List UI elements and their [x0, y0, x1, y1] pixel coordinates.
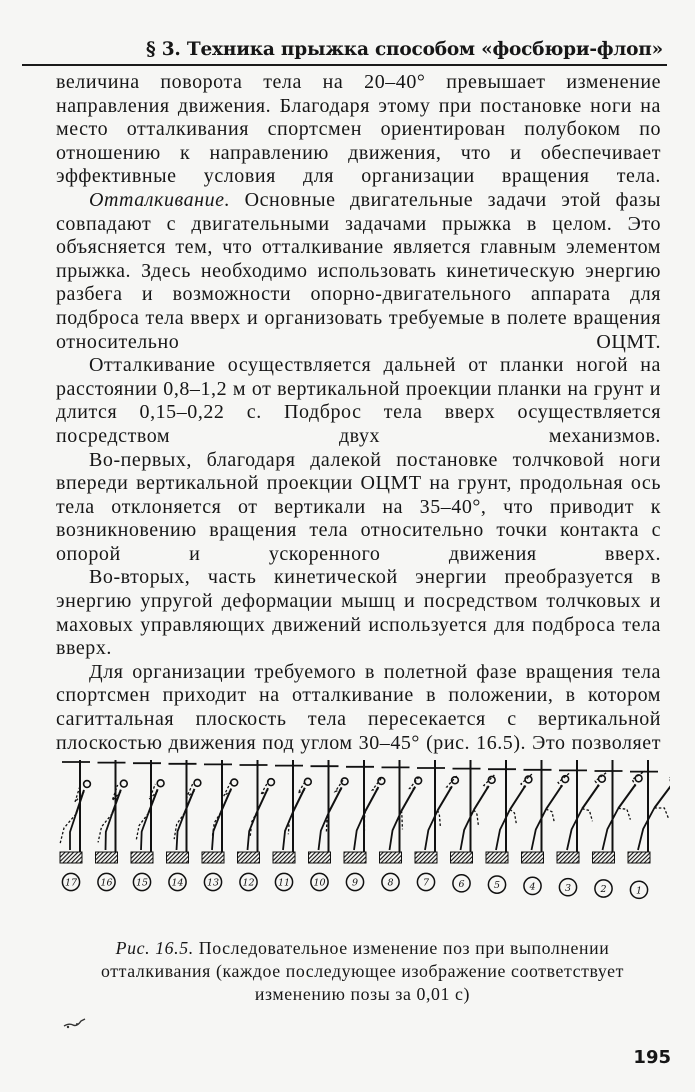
pose-frame-5 — [486, 760, 532, 893]
main-text — [56, 71, 661, 755]
swing-leg-dashed — [546, 809, 554, 823]
pose-frame-10 — [309, 760, 349, 891]
pose-frame-4 — [522, 760, 570, 895]
head — [268, 779, 275, 786]
ground-block — [202, 852, 224, 863]
ink-smudge-mark — [62, 1016, 88, 1030]
swing-leg-dashed — [438, 810, 441, 828]
frame-number-label: 2 — [600, 884, 607, 896]
frame-number-label: 9 — [351, 877, 359, 889]
swing-leg-dashed — [618, 808, 630, 819]
support-leg — [212, 813, 221, 851]
ground-block — [60, 852, 82, 863]
frame-number-label: 13 — [206, 877, 220, 889]
ground-block — [273, 852, 295, 863]
head — [194, 779, 201, 786]
head — [120, 780, 127, 787]
pose-frame-13 — [202, 760, 238, 891]
caption-lead: Рис. 16.5. — [115, 938, 194, 958]
arm-dashed — [669, 770, 670, 786]
swing-leg-dashed — [510, 810, 517, 825]
ground-block — [96, 852, 118, 863]
frame-number-label: 4 — [529, 881, 536, 893]
swing-leg-dashed — [582, 809, 592, 822]
support-leg — [70, 814, 76, 850]
head — [231, 779, 238, 786]
swing-leg-dashed — [402, 811, 403, 830]
ground-block — [344, 852, 366, 863]
pose-frame-3 — [557, 760, 607, 896]
ground-block — [380, 852, 402, 863]
ground-block — [415, 852, 437, 863]
head — [635, 775, 642, 782]
swing-leg-dashed — [474, 810, 479, 826]
ground-block — [451, 852, 473, 863]
frame-number-label: 12 — [242, 877, 255, 889]
head — [157, 780, 164, 787]
pose-frame-15 — [131, 760, 164, 891]
frame-number-label: 5 — [493, 880, 501, 892]
head — [378, 778, 385, 785]
support-leg — [248, 812, 257, 850]
pose-frame-2 — [593, 760, 645, 897]
swing-leg-dashed — [654, 808, 668, 818]
frame-number-label: 3 — [564, 882, 572, 894]
support-leg — [106, 814, 113, 850]
paragraph-6: Для организации требуемого в полетной фазе вращения тела спортсмен приходит на отталкивание в положении, в котором сагиттальная плоскость тела пересекается с вертикальной плоскостью движения под углом 30–45° (рис. 16.5). Это позволяет — [56, 660, 661, 754]
arm-dashed — [298, 780, 306, 793]
paragraph-2 — [56, 189, 661, 354]
arm-dashed — [632, 771, 645, 786]
paragraph-2-lead: Отталкивание. — [89, 188, 231, 211]
trunk — [402, 787, 416, 811]
frame-number-label: 7 — [422, 877, 430, 889]
pose-frame-11 — [273, 760, 311, 891]
frame-number-label: 10 — [313, 877, 326, 889]
ground-block — [167, 852, 189, 863]
frame-number-label: 6 — [458, 878, 465, 890]
figure-16-5 — [50, 752, 670, 918]
paragraph-3: Отталкивание осуществляется дальней от планки ногой на расстоянии 0,8–1,2 м от вертикальной проекции планки на грунт и длится 0,15–0,22 с. Подброс тела вверх осуществляется посредством двух механизмов. — [56, 354, 661, 447]
support-leg — [461, 810, 474, 850]
frame-number-label: 11 — [277, 877, 291, 889]
trunk — [546, 785, 562, 809]
ground-block — [593, 852, 615, 863]
trunk — [582, 785, 599, 809]
section-title: § 3. Техника прыжка способом «фосбюри-флоп» — [146, 39, 663, 60]
ground-block — [557, 852, 579, 863]
pose-frame-9 — [344, 760, 385, 891]
frame-number-label: 1 — [635, 885, 643, 897]
frame-number-label: 14 — [171, 877, 184, 889]
paragraph-1: величина поворота тела на 20–40° превышает изменение направления движения. Благодаря этому при постановке ноги на место отталкивания спортсмен ориентирован полубоком по отношению к направлению движения, что и обеспечивает эффективные условия для организации вращения тела. — [56, 71, 661, 188]
frame-number-label: 8 — [387, 877, 394, 889]
caption-text: Последовательное изменение поз при выполнении отталкивания (каждое последующее изображение соответствует изменению позы за 0,01 с) — [101, 938, 624, 1004]
head — [304, 778, 311, 785]
frame-number-label: 16 — [100, 877, 113, 889]
pose-frame-16 — [96, 760, 128, 891]
pose-frame-14 — [167, 760, 201, 891]
pose-frame-1 — [628, 760, 670, 898]
head — [84, 781, 91, 788]
pose-frame-8 — [380, 760, 422, 891]
trunk — [654, 784, 670, 808]
paragraph-5: Во-вторых, часть кинетической энергии преобразуется в энергию упругой деформации мышц и посредством толчковых и маховых управляющих движений используется для подброса тела вверх. — [56, 566, 661, 660]
ground-block — [238, 852, 260, 863]
arm-dashed — [335, 779, 344, 792]
ground-block — [486, 852, 508, 863]
trunk — [510, 786, 526, 810]
support-leg — [603, 808, 619, 850]
figure-16-5-illustration — [50, 752, 670, 918]
support-leg — [638, 808, 654, 850]
page-number: 195 — [633, 1047, 671, 1068]
support-leg — [496, 810, 510, 851]
trunk — [474, 786, 489, 810]
ground-block — [628, 852, 650, 863]
running-header — [22, 36, 667, 66]
trunk — [618, 784, 635, 808]
ground-block — [522, 852, 544, 863]
ground-block — [309, 852, 331, 863]
head — [488, 776, 495, 783]
pose-frame-17 — [60, 760, 90, 891]
pose-frame-6 — [451, 760, 496, 892]
paragraph-4: Во-первых, благодаря далекой постановке толчковой ноги впереди вертикальной проекции ОЦМТ на грунт, продольная ось тела отклоняется от вертикали на 35–40°, что приводит к возникновению вращения тела относительно точки контакта с опорой и ускоренного движения вверх. — [56, 448, 661, 565]
support-leg — [532, 809, 547, 850]
frame-number-label: 15 — [135, 877, 149, 889]
frame-number-label: 17 — [64, 877, 78, 889]
trunk — [438, 786, 452, 810]
pose-frame-12 — [238, 760, 275, 891]
figure-caption — [60, 937, 665, 1006]
paragraph-2-body: Основные двигательные задачи этой фазы совпадают с двигательными задачами прыжка в целом. Это объясняется тем, что отталкивание является главным элементом прыжка. Здесь необходимо использовать кинетическую энергию разбега и возможности опорно-двигательного аппарата для подброса тела вверх и организовать требуемые в полете вращения относительно ОЦМТ. — [56, 188, 661, 353]
ground-block — [131, 852, 153, 863]
support-leg — [567, 809, 582, 850]
